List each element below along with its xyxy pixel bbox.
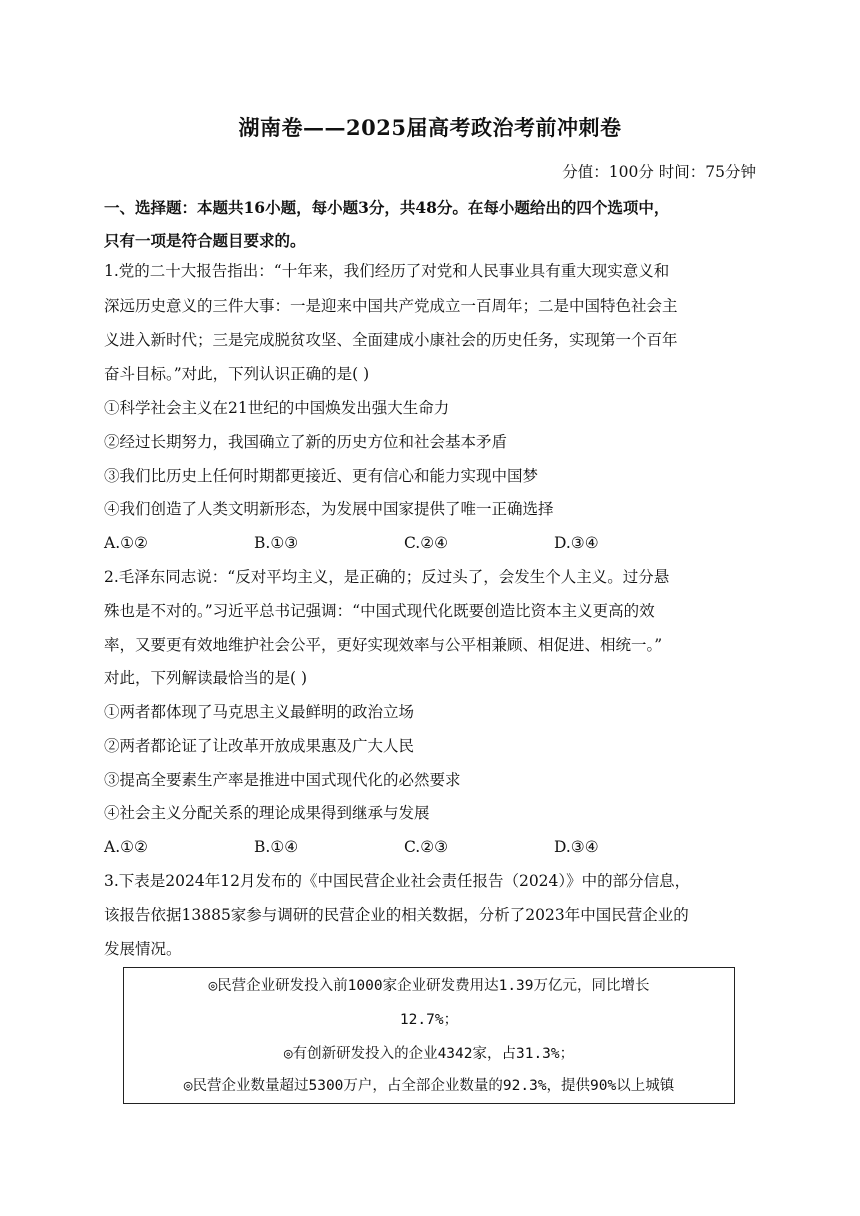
section-heading bbox=[104, 191, 760, 257]
q2-option-a[interactable]: A.①② bbox=[104, 838, 148, 856]
info-line-3: ◎有创新研发投入的企业4342家，占31.3%； bbox=[283, 1046, 575, 1062]
q2-stem-line-4: 对此，下列解读最恰当的是( ) bbox=[104, 669, 308, 687]
q2-item-1: ①两者都体现了马克思主义最鲜明的政治立场 bbox=[104, 703, 415, 721]
q1-option-b[interactable]: B.①③ bbox=[254, 534, 299, 552]
q1-stem-line-2: 深远历史意义的三件大事：一是迎来中国共产党成立一百周年；二是中国特色社会主 bbox=[104, 297, 678, 315]
q3-stem-line-3: 发展情况。 bbox=[104, 940, 182, 958]
score-time-info: 分值：100分 时间：75分钟 bbox=[562, 163, 756, 181]
info-table-box bbox=[123, 967, 735, 1104]
q2-option-c[interactable]: C.②③ bbox=[404, 838, 449, 856]
q2-option-d[interactable]: D.③④ bbox=[554, 838, 599, 856]
q1-item-4: ④我们创造了人类文明新形态，为发展中国家提供了唯一正确选择 bbox=[104, 500, 554, 518]
q3-stem-line-2: 该报告依据13885家参与调研的民营企业的相关数据，分析了2023年中国民营企业的 bbox=[104, 906, 689, 924]
q2-item-2: ②两者都论证了让改革开放成果惠及广大人民 bbox=[104, 737, 415, 755]
q2-stem-line-2: 殊也是不对的。”习近平总书记强调：“中国式现代化既要创造比资本主义更高的效 bbox=[104, 602, 655, 620]
q1-stem-line-1: 1.党的二十大报告指出：“十年来，我们经历了对党和人民事业具有重大现实意义和 bbox=[104, 262, 670, 280]
section-heading-line-2: 只有一项是符合题目要求的。 bbox=[104, 231, 306, 250]
q2-option-b[interactable]: B.①④ bbox=[254, 838, 299, 856]
q1-item-3: ③我们比历史上任何时期都更接近、更有信心和能力实现中国梦 bbox=[104, 467, 539, 485]
q2-stem-line-1: 2.毛泽东同志说：“反对平均主义，是正确的；反过头了，会发生个人主义。过分悬 bbox=[104, 568, 670, 586]
q1-option-a[interactable]: A.①② bbox=[104, 534, 148, 552]
page-title: 湖南卷——2025届高考政治考前冲刺卷 bbox=[238, 115, 622, 140]
q1-item-2: ②经过长期努力，我国确立了新的历史方位和社会基本矛盾 bbox=[104, 433, 508, 451]
q2-stem-line-3: 率，又要更有效地维护社会公平，更好实现效率与公平相兼顾、相促进、相统一。” bbox=[104, 636, 663, 654]
info-line-1: ◎民营企业研发投入前1000家企业研发费用达1.39万亿元，同比增长 bbox=[208, 978, 650, 994]
q3-stem-line-1: 3.下表是2024年12月发布的《中国民营企业社会责任报告（2024）》中的部分信息， bbox=[104, 872, 691, 890]
q2-item-4: ④社会主义分配关系的理论成果得到继承与发展 bbox=[104, 804, 430, 822]
q1-item-1: ①科学社会主义在21世纪的中国焕发出强大生命力 bbox=[104, 399, 450, 417]
q1-option-c[interactable]: C.②④ bbox=[404, 534, 449, 552]
info-line-2: 12.7%； bbox=[399, 1012, 459, 1028]
section-heading-line-1: 一、选择题：本题共16小题，每小题3分，共48分。在每小题给出的四个选项中， bbox=[104, 198, 670, 217]
q2-item-3: ③提高全要素生产率是推进中国式现代化的必然要求 bbox=[104, 771, 461, 789]
info-line-4: ◎民营企业数量超过5300万户，占全部企业数量的92.3%，提供90%以上城镇 bbox=[183, 1078, 675, 1094]
q1-option-d[interactable]: D.③④ bbox=[554, 534, 599, 552]
q1-stem-line-3: 义进入新时代；三是完成脱贫攻坚、全面建成小康社会的历史任务，实现第一个百年 bbox=[104, 331, 678, 349]
q1-stem-line-4: 奋斗目标。”对此，下列认识正确的是( ) bbox=[104, 365, 370, 383]
